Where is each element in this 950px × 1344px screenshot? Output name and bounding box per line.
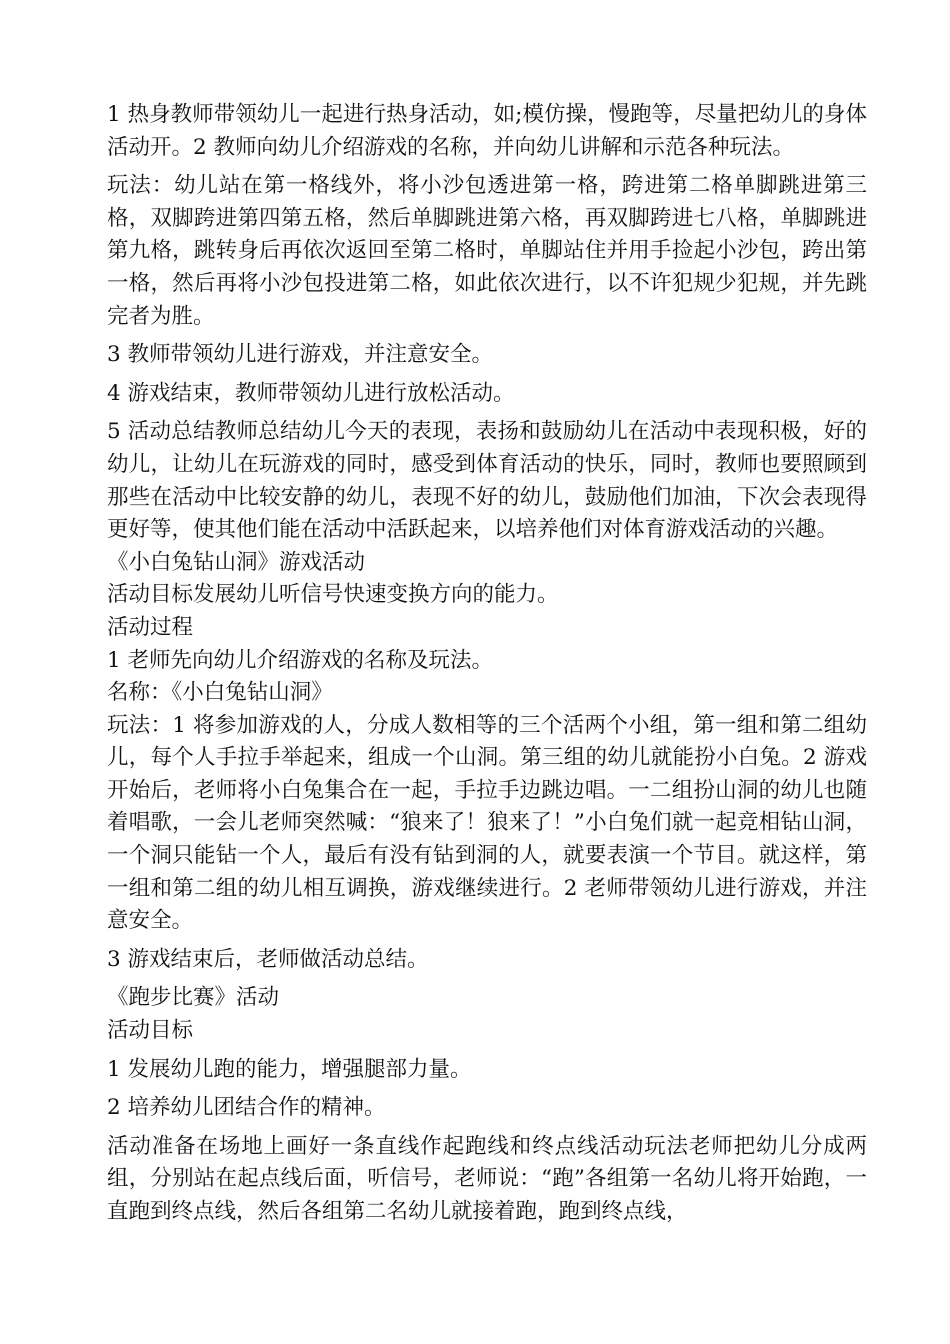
heading-running-race: 《跑步比赛》活动	[107, 985, 280, 1011]
document-body	[107, 99, 867, 1229]
paragraph-race-goal-2: 2 培养幼儿团结合作的精神。	[107, 1095, 386, 1121]
paragraph-rabbit-step-1: 1 老师先向幼儿介绍游戏的名称及玩法。	[107, 647, 494, 673]
paragraph-hopscotch-rules: 玩法：幼儿站在第一格线外，将小沙包透进第一格，跨进第二格单脚跳进第三格，双脚跨进第四第五格，然后单脚跳进第六格，再双脚跨进七八格，单脚跳进第九格，跳转身后再依次返回至第二格时，单脚站住并用手捡起小沙包，跨出第一格，然后再将小沙包投进第二格，如此依次进行，以不许犯规少犯规，并先跳完者为胜。	[107, 173, 867, 329]
heading-race-goal: 活动目标	[107, 1018, 194, 1044]
paragraph-rabbit-goal: 活动目标发展幼儿听信号快速变换方向的能力。	[107, 582, 559, 608]
paragraph-race-preparation: 活动准备在场地上画好一条直线作起跑线和终点线活动玩法老师把幼儿分成两组，分别站在起点线后面，听信号，老师说：“跑”各组第一名幼儿将开始跑，一直跑到终点线，然后各组第二名幼儿就接着跑，跑到终点线，	[107, 1133, 867, 1224]
paragraph-warmup-intro: 1 热身教师带领幼儿一起进行热身活动，如;模仿操，慢跑等，尽量把幼儿的身体活动开。2 教师向幼儿介绍游戏的名称，并向幼儿讲解和示范各种玩法。	[107, 102, 867, 160]
paragraph-rabbit-step-3: 3 游戏结束后，老师做活动总结。	[107, 946, 429, 972]
paragraph-rabbit-rules: 玩法：1 将参加游戏的人，分成人数相等的三个活两个小组，第一组和第二组幼儿，每个人手拉手举起来，组成一个山洞。第三组的幼儿就能扮小白兔。2 游戏开始后，老师将小白兔集合在一起，手拉手边跳边唱。一二组扮山洞的幼儿也随着唱歌，一会儿老师突然喊：“狼来了！狼来了！”小白兔们就一起竞相钻山洞，一个洞只能钻一个人，最后有没有钻到洞的人，就要表演一个节目。就这样，第一组和第二组的幼儿相互调换，游戏继续进行。2 老师带领幼儿进行游戏，并注意安全。	[107, 712, 867, 934]
paragraph-step-5-summary: 5 活动总结教师总结幼儿今天的表现，表扬和鼓励幼儿在活动中表现积极，好的幼儿，让幼儿在玩游戏的同时，感受到体育活动的快乐，同时，教师也要照顾到那些在活动中比较安静的幼儿，表现不好的幼儿，鼓励他们加油，下次会表现得更好等，使其他们能在活动中活跃起来，以培养他们对体育游戏活动的兴趣。	[107, 419, 867, 543]
paragraph-step-3: 3 教师带领幼儿进行游戏，并注意安全。	[107, 342, 494, 368]
paragraph-rabbit-name: 名称：《小白兔钻山洞》	[107, 680, 333, 706]
heading-rabbit-game: 《小白兔钻山洞》游戏活动	[107, 549, 366, 575]
paragraph-race-goal-1: 1 发展幼儿跑的能力，增强腿部力量。	[107, 1056, 472, 1082]
paragraph-step-4: 4 游戏结束，教师带领幼儿进行放松活动。	[107, 380, 515, 406]
heading-activity-process: 活动过程	[107, 614, 194, 640]
